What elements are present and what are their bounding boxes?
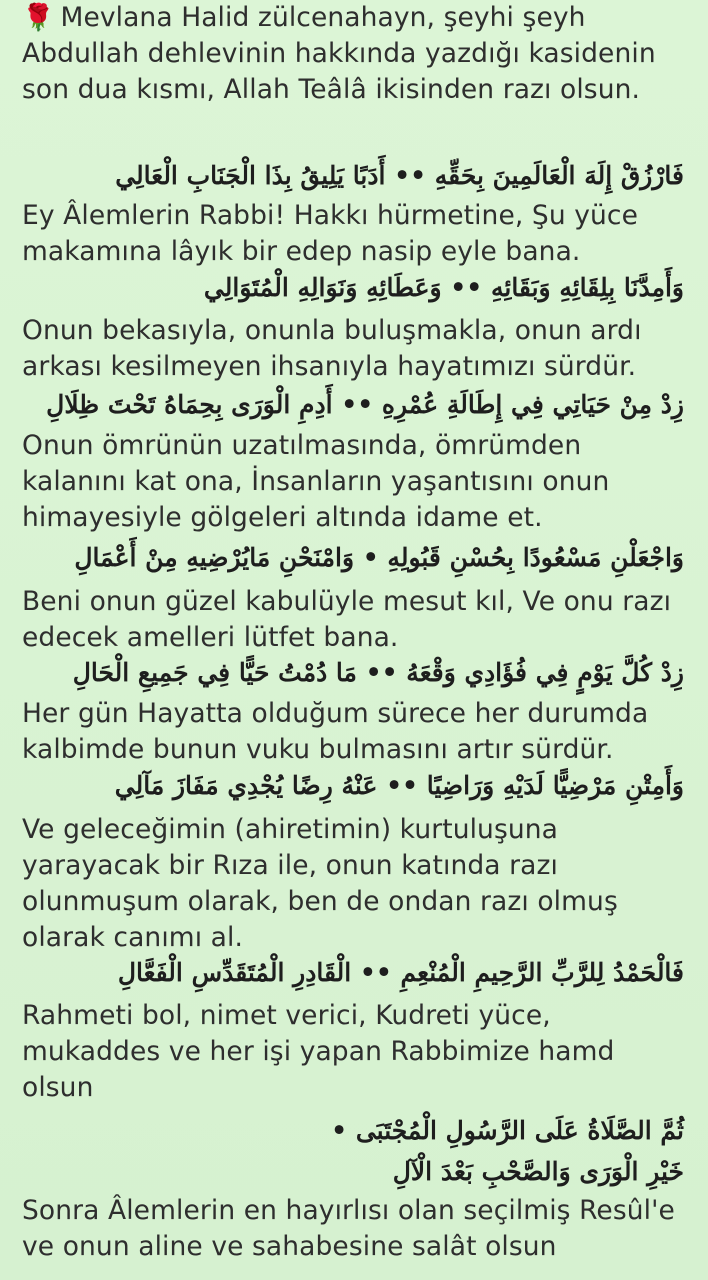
arabic-verse-7: فَالْحَمْدُ لِلرَّبِّ الرَّحِيمِ الْمُنْعِمِ •• الْقَادِرِ الْمُتَقَدِّسِ الْفَعَّالِ (117, 958, 684, 987)
rose-emoji-icon: 🌹 (22, 3, 55, 33)
arabic-verse-3: زِدْ مِنْ حَيَاتِي فِي إِطَالَةِ عُمْرِهِ •• أَدِمِ الْوَرَى بِحِمَاهُ تَحْتَ ظِلَالِ (46, 390, 684, 419)
arabic-verse-2: وَأَمِدَّنَا بِلِقَائِهِ وَبَقَائِهِ •• وَعَطَائِهِ وَنَوَالِهِ الْمُتَوَالِي (203, 273, 684, 302)
arabic-verse-1: فَارْزُقْ إِلَهَ الْعَالَمِينَ بِحَقِّهِ •• أَدَبًا يَلِيقُ بِذَا الْجَنَابِ الْعَالِي (115, 161, 684, 190)
turkish-translation-1: Ey Âlemlerin Rabbi! Hakkı hürmetine, Şu yüce makamına lâyık bir edep nasip eyle bana. (22, 200, 638, 267)
turkish-translation-7: Rahmeti bol, nimet verici, Kudreti yüce, mukaddes ve her işi yapan Rabbimize hamd olsun (22, 1000, 615, 1103)
turkish-translation-6: Ve geleceğimin (ahiretimin) kurtuluşuna yarayacak bir Rıza ile, onun katında razı olunmuşum olarak, ben de ondan razı olmuş olarak canımı al. (22, 814, 618, 953)
turkish-translation-2: Onun bekasıyla, onunla buluşmakla, onun ardı arkası kesilmeyen ihsanıyla hayatımızı sürdür. (22, 315, 642, 382)
turkish-translation-4: Beni onun güzel kabulüyle mesut kıl, Ve onu razı edecek amelleri lütfet bana. (22, 586, 672, 653)
arabic-final-line-1: ثُمَّ الصَّلَاةُ عَلَى الرَّسُولِ الْمُجْتَبَى • (331, 1116, 684, 1145)
turkish-translation-3: Onun ömrünün uzatılmasında, ömrümden kalanını kat ona, İnsanların yaşantısını onun himayesiyle gölgeleri altında idame et. (22, 430, 610, 533)
turkish-final-translation: Sonra Âlemlerin en hayırlısı olan seçilmiş Resûl'e ve onun aline ve sahabesine salât olsun (22, 1195, 675, 1262)
turkish-translation-5: Her gün Hayatta olduğum sürece her durumda kalbimde bunun vuku bulmasını artır sürdür. (22, 698, 649, 765)
arabic-verse-5: زِدْ كُلَّ يَوْمٍ فِي فُؤَادِي وَقْعَهُ •• مَا دُمْتُ حَيًّا فِي جَمِيعِ الْحَالِ (72, 658, 684, 687)
intro-paragraph: Mevlana Halid zülcenahayn, şeyhi şeyh Abdullah dehlevinin hakkında yazdığı kasidenin son dua kısmı, Allah Teâlâ ikisinden razı olsun. (22, 2, 656, 105)
intro-text (22, 0, 702, 108)
arabic-verse-6: وَأَمِتْنِ مَرْضِيًّا لَدَيْهِ وَرَاضِيًا •• عَنْهُ رِضًا يُجْدِي مَفَازَ مَآلِي (114, 771, 684, 800)
arabic-verse-4: وَاجْعَلْنِ مَسْعُودًا بِحُسْنِ قَبُولِهِ • وَامْنَحْنِ مَايُرْضِيهِ مِنْ أَعْمَالِ (74, 543, 684, 572)
arabic-final-line-2: خَيْرِ الْوَرَى وَالصَّحْبِ بَعْدَ الْآلِ (392, 1157, 684, 1186)
